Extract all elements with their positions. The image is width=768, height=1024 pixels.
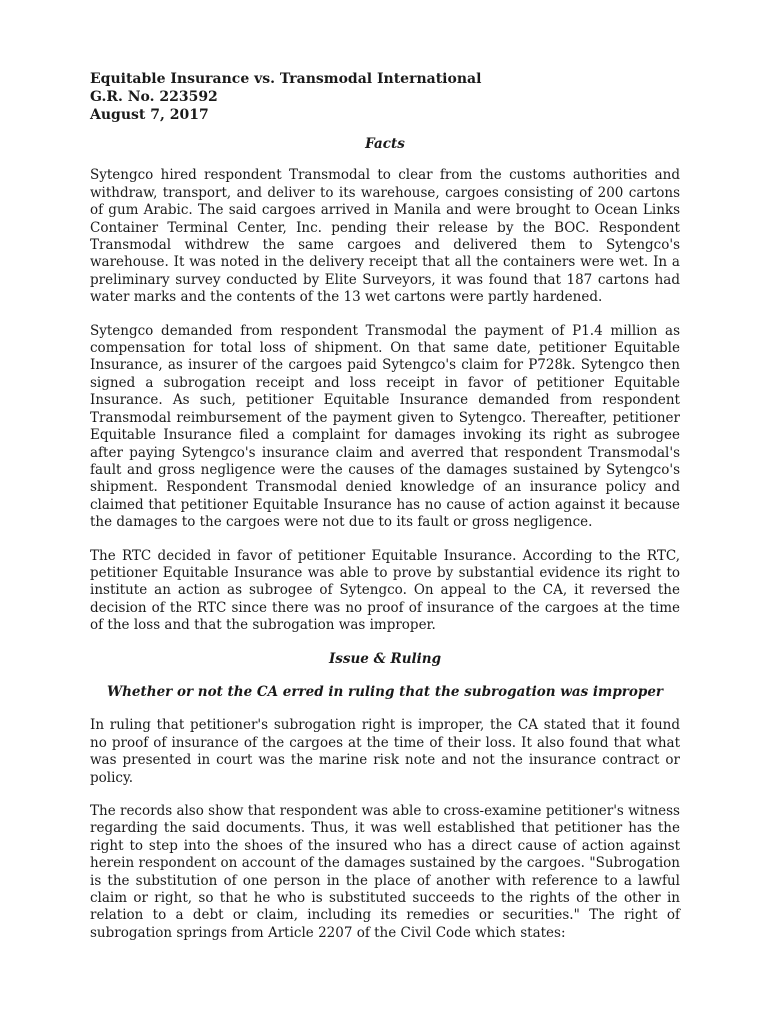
facts-paragraph-3: The RTC decided in favor of petitioner Equitable Insurance. According to the RTC, petitioner Equitable Insurance was able to prove by substantial evidence its right to institute an action as subrogee of Sytengco. On appeal to the CA, it reversed the decision of the RTC since there was no proof of insurance of the cargoes at the time of the loss and that the subrogation was improper. <box>90 547 680 634</box>
case-number: G.R. No. 223592 <box>90 89 218 105</box>
facts-heading: Facts <box>365 136 405 152</box>
issue-ruling-heading: Issue & Ruling <box>328 650 442 667</box>
case-title: Equitable Insurance vs. Transmodal International <box>90 71 482 87</box>
case-date: August 7, 2017 <box>90 107 209 123</box>
document-page <box>90 70 680 958</box>
ruling-paragraph-1: In ruling that petitioner's subrogation right is improper, the CA stated that it found no proof of insurance of the cargoes at the time of their loss. It also found that what was presented in court was the marine risk note and not the insurance contract or policy. <box>90 717 680 786</box>
ruling-paragraph-2: The records also show that respondent was able to cross-examine petitioner's witness regarding the said documents. Thus, it was well established that petitioner has the right to step into the shoes of the insured who has a direct cause of action against herein respondent on account of the damages sustained by the cargoes. "Subrogation is the substitution of one person in the place of another with reference to a lawful claim or right, so that he who is substituted succeeds to the rights of the other in relation to a debt or claim, including its remedies or securities." The right of subrogation springs from Article 2207 of the Civil Code which states: <box>90 803 680 941</box>
issue-statement: Whether or not the CA erred in ruling that the subrogation was improper <box>106 683 664 700</box>
facts-paragraph-2: Sytengco demanded from respondent Transmodal the payment of P1.4 million as compensation for total loss of shipment. On that same date, petitioner Equitable Insurance, as insurer of the cargoes paid Sytengco's claim for P728k. Sytengco then signed a subrogation receipt and loss receipt in favor of petitioner Equitable Insurance. As such, petitioner Equitable Insurance demanded from respondent Transmodal reimbursement of the payment given to Sytengco. Thereafter, petitioner Equitable Insurance filed a complaint for damages invoking its right as subrogee after paying Sytengco's insurance claim and averred that respondent Transmodal's fault and gross negligence were the causes of the damages sustained by Sytengco's shipment. Respondent Transmodal denied knowledge of an insurance policy and claimed that petitioner Equitable Insurance has no cause of action against it because the damages to the cargoes were not due to its fault or gross negligence. <box>90 322 680 531</box>
facts-paragraph-1: Sytengco hired respondent Transmodal to clear from the customs authorities and withdraw, transport, and deliver to its warehouse, cargoes consisting of 200 cartons of gum Arabic. The said cargoes arrived in Manila and were brought to Ocean Links Container Terminal Center, Inc. pending their release by the BOC. Respondent Transmodal withdrew the same cargoes and delivered them to Sytengco's warehouse. It was noted in the delivery receipt that all the containers were wet. In a preliminary survey conducted by Elite Surveyors, it was found that 187 cartons had water marks and the contents of the 13 wet cartons were partly hardened. <box>90 167 680 306</box>
